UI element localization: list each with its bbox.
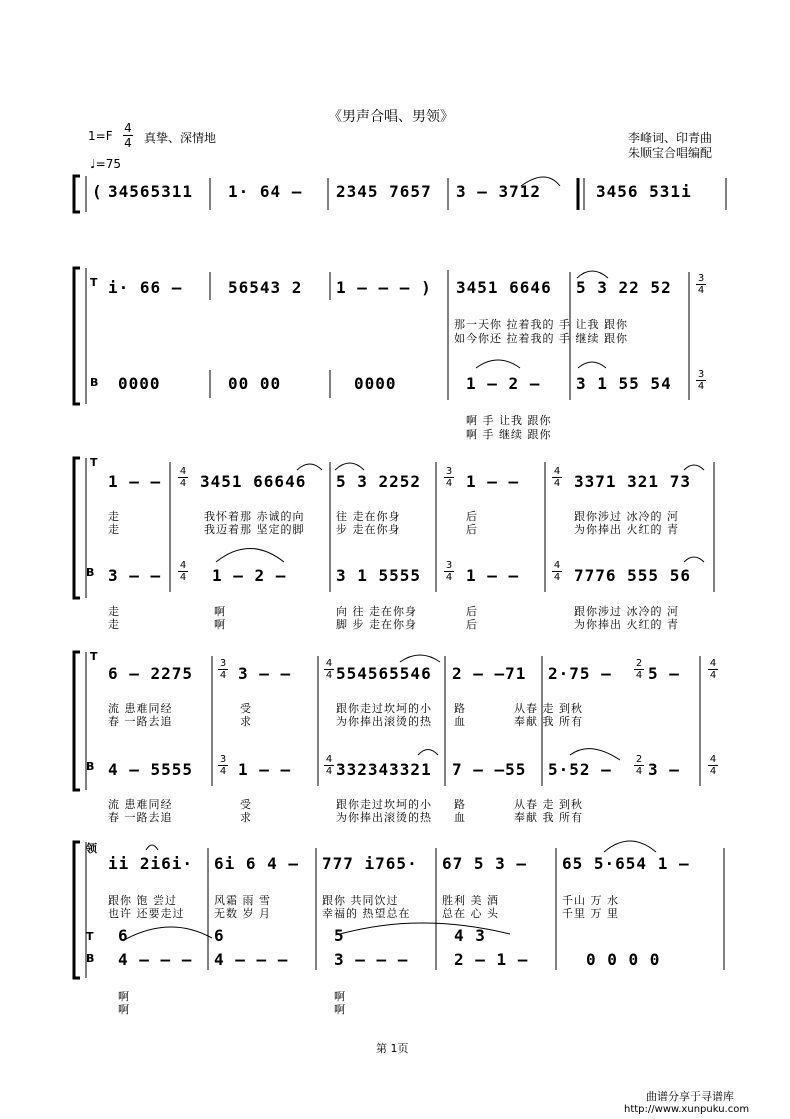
lyric-line: 那一天你 拉着我的 手 让我 跟你	[454, 318, 628, 331]
lyric: 风霜 雨 雪	[214, 894, 271, 907]
lyric: 走	[108, 510, 120, 523]
lyric: 幸福的 热望总在	[322, 907, 411, 920]
measure-5: 3456 531i	[596, 182, 692, 201]
bass-measure: 2 — 1 —	[454, 950, 529, 969]
lyric: 跟你走过坎坷的小	[336, 702, 432, 715]
bass-measure: 1 — —	[238, 760, 292, 779]
tenor-measure: 554565546	[336, 664, 432, 683]
bass-label: B	[86, 760, 95, 773]
tenor-label: T	[86, 930, 94, 943]
key-signature: 1=F	[88, 129, 113, 143]
time-change: 4 4	[179, 560, 187, 583]
time-change: 4 4	[325, 754, 333, 777]
time-change: 3 4	[445, 560, 453, 583]
lyric-line: 如今你还 拉着我的 手 继续 跟你	[454, 332, 628, 345]
lyric: 走	[108, 618, 120, 631]
tenor-measure: 5 3 2252	[336, 472, 422, 491]
lyric-line: 啊 手 让我 跟你	[466, 414, 552, 427]
tenor-note: 6	[214, 926, 225, 945]
lyric: 为你捧出滚烫的热	[336, 715, 432, 728]
time-change: 3 4	[445, 466, 453, 489]
source-url[interactable]: http://www.xunpuku.com	[624, 1104, 750, 1115]
lyric: 我迈着那 坚定的脚	[204, 523, 305, 536]
lyrics-music-credit: 李峰词、印青曲	[628, 131, 713, 145]
lyric: 啊	[118, 990, 130, 1003]
bass-measure: 1 — —	[466, 566, 520, 585]
tenor-measure: 56543 2	[228, 278, 303, 297]
lyric: 奉献 我 所有	[514, 715, 583, 728]
tenor-measure: i· 66 —	[108, 278, 183, 297]
tenor-note: 4 3	[454, 926, 486, 945]
lyric: 为你捧出滚烫的热	[336, 811, 432, 824]
measure-1: 34565311	[108, 182, 194, 201]
lead-measure: 6i 6 4 —	[214, 854, 300, 873]
time-change: 2 4	[635, 754, 643, 777]
lyric: 无数 岁 月	[214, 907, 271, 920]
bass-measure: 3 — — —	[334, 950, 409, 969]
bass-measure: 7 — —55	[452, 760, 527, 779]
lyric: 血	[454, 715, 466, 728]
time-change: 4 4	[179, 466, 187, 489]
lead-measure: ii 2i6i·	[108, 854, 194, 873]
lyric: 为你捧出 火红的 青	[574, 523, 679, 536]
lyric: 向 往 走在你身	[336, 605, 417, 618]
time-change: 3 4	[219, 754, 227, 777]
lyric: 千山 万 水	[562, 894, 619, 907]
lyric: 路	[454, 798, 466, 811]
expression-mark: 真挚、深情地	[144, 131, 217, 145]
bass-label: B	[86, 952, 95, 965]
bass-measure: 5·52 —	[548, 760, 612, 779]
tenor-measure: 5 —	[648, 664, 680, 683]
lyric: 奉献 我 所有	[514, 811, 583, 824]
lyric: 从春 走 到秋	[514, 702, 583, 715]
lyric: 求	[240, 811, 252, 824]
measure-3: 2345 7657	[336, 182, 432, 201]
tenor-measure: 3451 66646	[200, 472, 307, 491]
bass-measure: 0000	[354, 374, 397, 393]
bass-measure: 4 — 5555	[108, 760, 194, 779]
page-number: 第 1页	[376, 1042, 409, 1055]
lyric: 脚 步 走在你身	[336, 618, 417, 631]
tenor-measure: 2 — —71	[452, 664, 527, 683]
time-change: 4 4	[325, 658, 333, 681]
lyric: 跟你走过坎坷的小	[336, 798, 432, 811]
tenor-note: 6	[118, 926, 129, 945]
lyric: 路	[454, 702, 466, 715]
lead-measure: 67 5 3 —	[442, 854, 528, 873]
bass-measure: 1 — 2 —	[212, 566, 287, 585]
bass-measure: 3 1 5555	[336, 566, 422, 585]
time-change: 4 4	[709, 658, 717, 681]
lyric: 也许 还要走过	[108, 907, 185, 920]
bass-measure: 3 —	[648, 760, 680, 779]
lyric: 从春 走 到秋	[514, 798, 583, 811]
tenor-label: T	[90, 650, 98, 663]
lyric: 后	[466, 523, 478, 536]
lead-measure: 65 5·654 1 —	[562, 854, 690, 873]
lyric-line: 啊 手 继续 跟你	[466, 428, 552, 441]
tenor-measure: 3 — —	[238, 664, 292, 683]
tenor-label: T	[90, 456, 98, 469]
lyric: 胜利 美 酒	[442, 894, 499, 907]
lyric: 跟你涉过 冰冷的 河	[574, 605, 679, 618]
source-label: 曲谱分享于寻谱库	[646, 1090, 734, 1103]
bass-measure: 4 — — —	[214, 950, 289, 969]
tenor-measure: 3451 6646	[456, 278, 552, 297]
bass-measure: 00 00	[228, 374, 282, 393]
time-change: 2 4	[635, 658, 643, 681]
lyric: 跟你 共同饮过	[322, 894, 399, 907]
lead-measure: 777 i765·	[322, 854, 418, 873]
tenor-measure: 3371 321 73	[574, 472, 691, 491]
time-change: 4 4	[553, 560, 561, 583]
lyric: 流 患难同经	[108, 798, 173, 811]
lyric: 啊	[214, 618, 226, 631]
lyric: 跟你涉过 冰冷的 河	[574, 510, 679, 523]
tenor-label: T	[90, 276, 98, 289]
measure-4: 3 — 3712	[456, 182, 542, 201]
tenor-measure: 1 — —	[466, 472, 520, 491]
lyric: 后	[466, 510, 478, 523]
tenor-measure: 2·75 —	[548, 664, 612, 683]
bass-measure: 1 — 2 —	[466, 374, 541, 393]
lyric: 血	[454, 811, 466, 824]
lyric: 跟你 饱 尝过	[108, 894, 177, 907]
note-paren: (	[92, 182, 103, 201]
arrangement-credit: 朱顺宝合唱编配	[628, 146, 713, 160]
tenor-measure: 1 — —	[108, 472, 162, 491]
time-change: 3 4	[697, 369, 705, 392]
bass-label: B	[86, 566, 95, 579]
tenor-measure: 5 3 22 52	[576, 278, 672, 297]
lyric: 啊	[334, 990, 346, 1003]
tenor-measure: 6 — 2275	[108, 664, 194, 683]
lyric: 总在 心 头	[442, 907, 499, 920]
lyric: 啊	[118, 1003, 130, 1016]
bass-measure: 0000	[118, 374, 161, 393]
lyric: 往 走在你身	[336, 510, 401, 523]
bass-measure: 332343321	[336, 760, 432, 779]
lyric: 我怀着那 赤诚的向	[204, 510, 305, 523]
lyric: 后	[466, 618, 478, 631]
measure-2: 1· 64 —	[228, 182, 303, 201]
tempo-mark: ♩=75	[90, 157, 121, 171]
tenor-note: 5	[334, 926, 345, 945]
lyric: 走	[108, 523, 120, 536]
lyric: 为你捧出 火红的 青	[574, 618, 679, 631]
bass-measure: 3 — —	[108, 566, 162, 585]
tenor-measure: 1 — — — )	[336, 278, 432, 297]
lyric: 千里 万 里	[562, 907, 619, 920]
time-change: 4 4	[709, 754, 717, 777]
lyric: 春 一路去追	[108, 715, 173, 728]
lyric: 步 走在你身	[336, 523, 401, 536]
bass-measure: 3 1 55 54	[576, 374, 672, 393]
lyric: 求	[240, 715, 252, 728]
time-change: 4 4	[553, 466, 561, 489]
lyric: 受	[240, 702, 252, 715]
lyric: 啊	[214, 605, 226, 618]
lyric: 流 患难同经	[108, 702, 173, 715]
bass-measure: 7776 555 56	[574, 566, 691, 585]
lyric: 后	[466, 605, 478, 618]
lead-label: 领	[86, 842, 97, 855]
lyric: 春 一路去追	[108, 811, 173, 824]
time-change: 3 4	[697, 273, 705, 296]
bass-measure: 4 — — —	[118, 950, 193, 969]
bass-measure: 0 0 0 0	[586, 950, 661, 969]
page-title: 《男声合唱、男领》	[328, 109, 454, 125]
time-signature: 4 4	[124, 121, 132, 150]
lyric: 啊	[334, 1003, 346, 1016]
time-change: 3 4	[219, 658, 227, 681]
lyric: 受	[240, 798, 252, 811]
lyric: 走	[108, 605, 120, 618]
bass-label: B	[90, 376, 99, 389]
